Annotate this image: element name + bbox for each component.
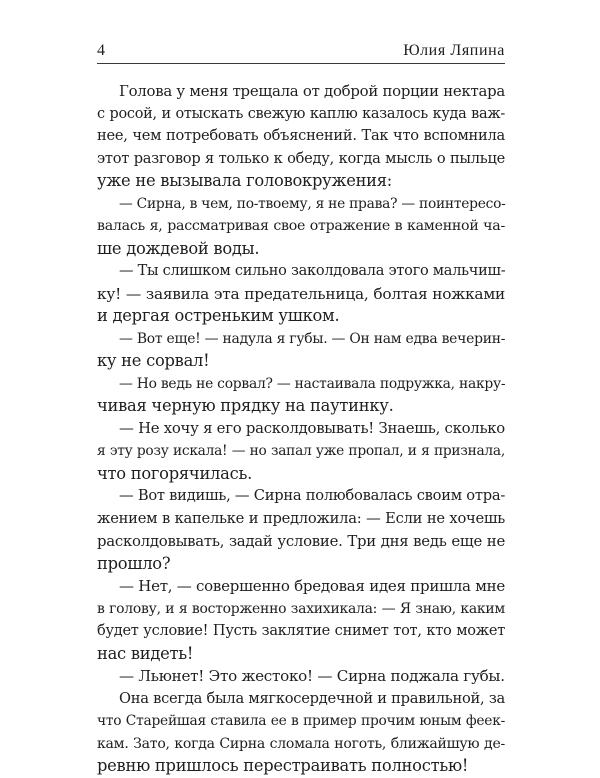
text-line: этот разговор я только к обеду, когда мысль о пыльце bbox=[97, 149, 505, 167]
text-line: я эту розу искала! — но запал уже пропал, и я признала, bbox=[97, 443, 505, 459]
text-line: — Вот еще! — надула я губы. — Он нам едва вечерин- bbox=[119, 330, 506, 347]
text-line: Голова у меня трещала от доброй порции нектара bbox=[119, 82, 505, 100]
text-line: нее, чем потребовать объяснений. Так что вспомнила bbox=[97, 127, 505, 144]
text-line: — Нет, — совершенно бредовая идея пришла мне bbox=[119, 577, 505, 595]
text-line: — Но ведь не сорвал? — настаивала подружка, накру- bbox=[119, 375, 506, 392]
text-line: — Льюнет! Это жестоко! — Сирна поджала губы. bbox=[119, 667, 505, 685]
text-line: ше дождевой воды. bbox=[97, 238, 260, 258]
text-line: что погорячилась. bbox=[97, 463, 253, 483]
text-line: валась я, рассматривая свое отражение в каменной ча- bbox=[97, 218, 505, 234]
text-line: с росой, и отыскать свежую каплю казалось куда важ- bbox=[97, 105, 505, 122]
text-line: ку не сорвал! bbox=[97, 351, 210, 370]
text-line: расколдовывать, задай условие. Три дня ведь еще не bbox=[97, 532, 505, 550]
running-header bbox=[97, 42, 505, 62]
text-line: Она всегда была мягкосердечной и правильной, за bbox=[119, 689, 506, 707]
header-rule bbox=[97, 63, 505, 64]
text-line: ревню пришлось перестраивать полностью! bbox=[97, 756, 469, 775]
text-line: в голову, и я восторженно захихикала: — Я знаю, каким bbox=[97, 600, 505, 617]
text-line: — Ты слишком сильно заколдовала этого мальчиш- bbox=[119, 263, 506, 279]
text-line: кам. Зато, когда Сирна сломала ноготь, ближайшую де- bbox=[97, 735, 505, 752]
text-line: что Старейшая ставила ее в пример прочим юным феек- bbox=[97, 713, 505, 729]
text-line: уже не вызывала головокружения: bbox=[97, 171, 393, 190]
text-line: — Не хочу я его расколдовывать! Знаешь, сколько bbox=[119, 419, 505, 437]
body-text bbox=[97, 80, 505, 778]
text-line: прошло? bbox=[97, 553, 171, 573]
text-line: — Вот видишь, — Сирна полюбовалась своим отра- bbox=[119, 487, 506, 504]
text-line: будет условие! Пусть заклятие снимет тот, кто может bbox=[97, 623, 505, 639]
text-line: жением в капельке и предложила: — Если не хочешь bbox=[97, 509, 505, 527]
text-line: ку! — заявила эта предательница, болтая ножками bbox=[97, 284, 505, 303]
text-line: нас видеть! bbox=[97, 643, 194, 663]
text-line: и дергая остреньким ушком. bbox=[97, 306, 340, 325]
page-number: 4 bbox=[97, 42, 105, 59]
text-line: чивая черную прядку на паутинку. bbox=[97, 396, 394, 415]
author-name: Юлия Ляпина bbox=[403, 42, 505, 59]
text-line: — Сирна, в чем, по-твоему, я не права? — поинтересо- bbox=[119, 195, 506, 212]
